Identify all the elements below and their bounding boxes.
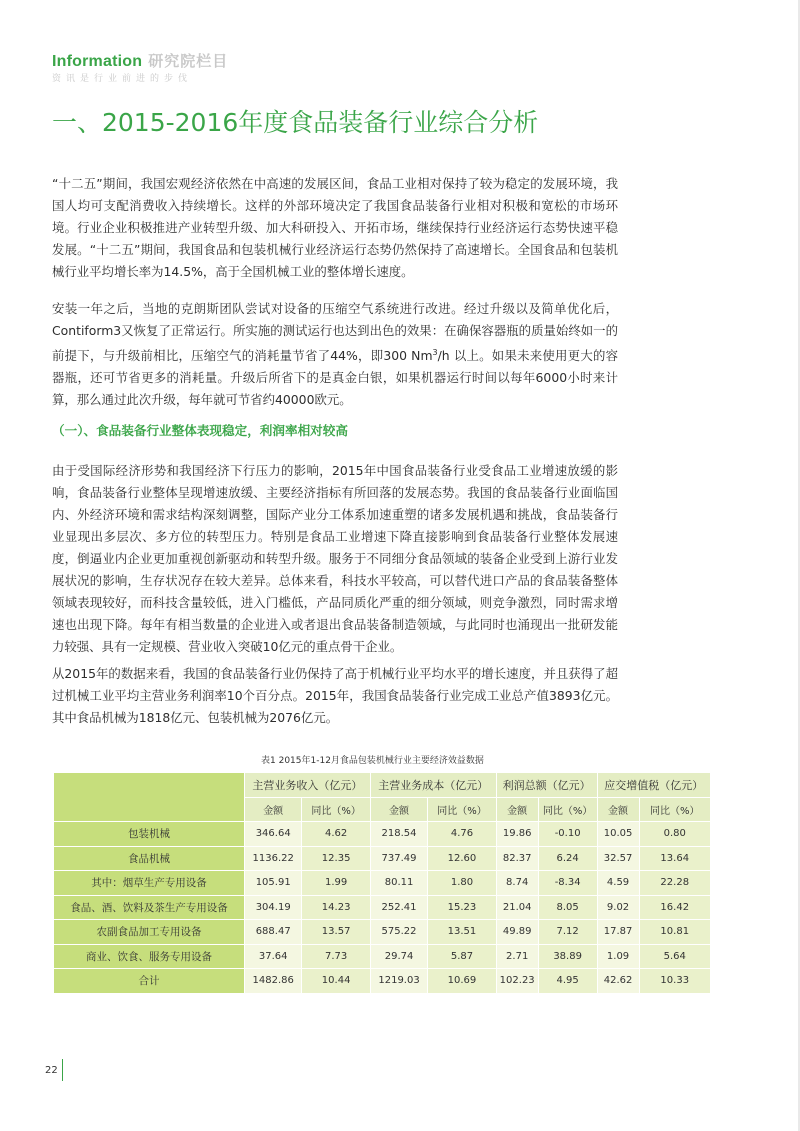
table-row xyxy=(53,822,710,847)
table-row xyxy=(53,871,710,896)
column-group-vat: 应交增值税（亿元） xyxy=(597,773,710,798)
table-cell: 5.87 xyxy=(427,945,495,970)
table-cell: 19.86 xyxy=(496,822,538,847)
row-label: 食品机械 xyxy=(53,847,244,872)
row-label: 商业、饮食、服务专用设备 xyxy=(53,945,244,970)
paragraph-1: “十二五”期间，我国宏观经济依然在中高速的发展区间，食品工业相对保持了较为稳定的发展环境，我国人均可支配消费收入持续增长。这样的外部环境决定了我国食品装备行业相对积极和宽松的市场环境。行业企业积极推进产业转型升级、加大科研投入、开拓市场，继续保持行业经济运行态势快速平稳发展。“十二五”期间，我国食品和包装机械行业经济运行态势仍然保持了高速增长。全国食品和包装机械行业平均增长率为14.5%，高于全国机械工业的整体增长速度。 xyxy=(52,176,618,279)
subheader-amount: 金额 xyxy=(370,798,427,822)
row-label: 合计 xyxy=(53,969,244,994)
table-cell: 16.42 xyxy=(639,896,711,921)
column-header xyxy=(52,50,228,71)
table-caption: 表1 2015年1-12月食品包装机械行业主要经济效益数据 xyxy=(261,756,484,766)
table-cell: 12.35 xyxy=(301,847,369,872)
table-cell: 8.05 xyxy=(538,896,597,921)
subheader-yoy: 同比（%） xyxy=(639,798,711,822)
table-cell: 10.81 xyxy=(639,920,711,945)
header-chinese: 研究院栏目 xyxy=(148,52,229,70)
column-group-profit: 利润总额（亿元） xyxy=(496,773,597,798)
table-row-total xyxy=(53,969,710,994)
table-cell: 4.95 xyxy=(538,969,597,994)
page-number-divider xyxy=(62,1059,63,1081)
table-cell: 12.60 xyxy=(427,847,495,872)
table-cell: 15.23 xyxy=(427,896,495,921)
table-cell: 102.23 xyxy=(496,969,538,994)
table-cell: 37.64 xyxy=(244,945,301,970)
row-label: 农副食品加工专用设备 xyxy=(53,920,244,945)
column-group-cost: 主营业务成本（亿元） xyxy=(370,773,496,798)
paragraph-2-part-a: 安装一年之后，当地的克朗斯团队尝试对设备的压缩空气系统进行改进。经过升级以及简单优化后，Contiform3又恢复了正常运行。所实施的测试运行也达到出色的效果：在确保容器瓶的质量始终如一的前提下，与升级前相比，压缩空气的消耗量节省了44%，即300 Nm xyxy=(52,301,618,364)
table-cell: 7.73 xyxy=(301,945,369,970)
table-cell: 6.24 xyxy=(538,847,597,872)
page-number: 22 xyxy=(45,1065,58,1076)
table-cell: 5.64 xyxy=(639,945,711,970)
table-cell: 737.49 xyxy=(370,847,427,872)
table-cell: -8.34 xyxy=(538,871,597,896)
paragraph-4: 从2015年的数据来看，我国的食品装备行业仍保持了高于机械行业平均水平的增长速度，并且获得了超过机械工业平均主营业务利润率10个百分点。2015年，我国食品装备行业完成工业总产值3893亿元。其中食品机械为1818亿元、包装机械为2076亿元。 xyxy=(52,666,618,725)
row-label: 包装机械 xyxy=(53,822,244,847)
section-heading: （一）、食品装备行业整体表现稳定，利润率相对较高 xyxy=(52,423,348,438)
table-cell: 1.99 xyxy=(301,871,369,896)
table-cell: 21.04 xyxy=(496,896,538,921)
row-label: 其中：烟草生产专用设备 xyxy=(53,871,244,896)
page-title: 一、2015-2016年度食品装备行业综合分析 xyxy=(52,108,539,137)
table-row xyxy=(53,896,710,921)
table-cell: -0.10 xyxy=(538,822,597,847)
table-cell: 0.80 xyxy=(639,822,711,847)
row-label: 食品、酒、饮料及茶生产专用设备 xyxy=(53,896,244,921)
table-cell: 22.28 xyxy=(639,871,711,896)
table-cell: 218.54 xyxy=(370,822,427,847)
table-cell: 7.12 xyxy=(538,920,597,945)
table-cell: 105.91 xyxy=(244,871,301,896)
table-row xyxy=(53,945,710,970)
table-cell: 4.76 xyxy=(427,822,495,847)
table-cell: 10.69 xyxy=(427,969,495,994)
subheader-amount: 金额 xyxy=(244,798,301,822)
table-cell: 13.57 xyxy=(301,920,369,945)
table-row xyxy=(53,847,710,872)
table-cell: 1136.22 xyxy=(244,847,301,872)
table-cell: 4.62 xyxy=(301,822,369,847)
table-cell: 252.41 xyxy=(370,896,427,921)
table-cell: 2.71 xyxy=(496,945,538,970)
table-cell: 4.59 xyxy=(597,871,639,896)
header-english: Information xyxy=(52,53,143,70)
superscript-3: 3 xyxy=(432,348,438,357)
paragraph-2 xyxy=(52,298,618,411)
subheader-amount: 金额 xyxy=(496,798,538,822)
table-cell: 688.47 xyxy=(244,920,301,945)
table-cell: 49.89 xyxy=(496,920,538,945)
subheader-amount: 金额 xyxy=(597,798,639,822)
table-corner xyxy=(53,773,244,822)
subheader-yoy: 同比（%） xyxy=(301,798,369,822)
table-cell: 9.02 xyxy=(597,896,639,921)
table-cell: 13.64 xyxy=(639,847,711,872)
table-cell: 1.80 xyxy=(427,871,495,896)
table-cell: 80.11 xyxy=(370,871,427,896)
table-cell: 29.74 xyxy=(370,945,427,970)
subheader-yoy: 同比（%） xyxy=(427,798,495,822)
table-row xyxy=(53,920,710,945)
table-cell: 1.09 xyxy=(597,945,639,970)
table-cell: 10.44 xyxy=(301,969,369,994)
paragraph-2-part-b: /h 以上。如果未来使用更大的容器瓶，还可节省更多的消耗量。升级后所省下的是真金白银，如果机器运行时间以每年6000小时来计算，那么通过此次升级，每年就可节省约40000欧元。 xyxy=(52,348,619,408)
table-cell: 304.19 xyxy=(244,896,301,921)
table-cell: 10.05 xyxy=(597,822,639,847)
header-tagline: 资讯是行业前进的步伐 xyxy=(52,74,193,84)
column-group-revenue: 主营业务收入（亿元） xyxy=(244,773,370,798)
table-cell: 8.74 xyxy=(496,871,538,896)
table-cell: 42.62 xyxy=(597,969,639,994)
table-cell: 82.37 xyxy=(496,847,538,872)
table-cell: 17.87 xyxy=(597,920,639,945)
table-cell: 1219.03 xyxy=(370,969,427,994)
table-cell: 13.51 xyxy=(427,920,495,945)
table-cell: 38.89 xyxy=(538,945,597,970)
table-cell: 14.23 xyxy=(301,896,369,921)
table-cell: 32.57 xyxy=(597,847,639,872)
subheader-yoy: 同比（%） xyxy=(538,798,597,822)
table-cell: 346.64 xyxy=(244,822,301,847)
table-cell: 575.22 xyxy=(370,920,427,945)
economic-data-table xyxy=(53,773,710,994)
table-cell: 10.33 xyxy=(639,969,711,994)
table-body xyxy=(53,822,710,994)
paragraph-3: 由于受国际经济形势和我国经济下行压力的影响，2015年中国食品装备行业受食品工业增速放缓的影响，食品装备行业整体呈现增速放缓、主要经济指标有所回落的发展态势。我国的食品装备行业面临国内、外经济环境和需求结构深刻调整，国际产业分工体系加速重塑的诸多发展机遇和挑战，食品装备行业显现出多层次、多方位的转型压力。特别是食品工业增速下降直接影响到食品装备行业整体发展速度，倒逼业内企业更加重视创新驱动和转型升级。服务于不同细分食品领域的装备企业受到上游行业发展状况的影响，生存状况存在较大差异。总体来看，科技水平较高，可以替代进口产品的食品装备整体领域表现较好，而科技含量较低，进入门槛低，产品同质化严重的细分领域，则竞争激烈，同时需求增速也出现下降。每年有相当数量的企业进入或者退出食品装备制造领域，与此同时也涌现出一批研发能力较强、具有一定规模、营业收入突破10亿元的重点骨干企业。 xyxy=(52,463,618,654)
table-cell: 1482.86 xyxy=(244,969,301,994)
